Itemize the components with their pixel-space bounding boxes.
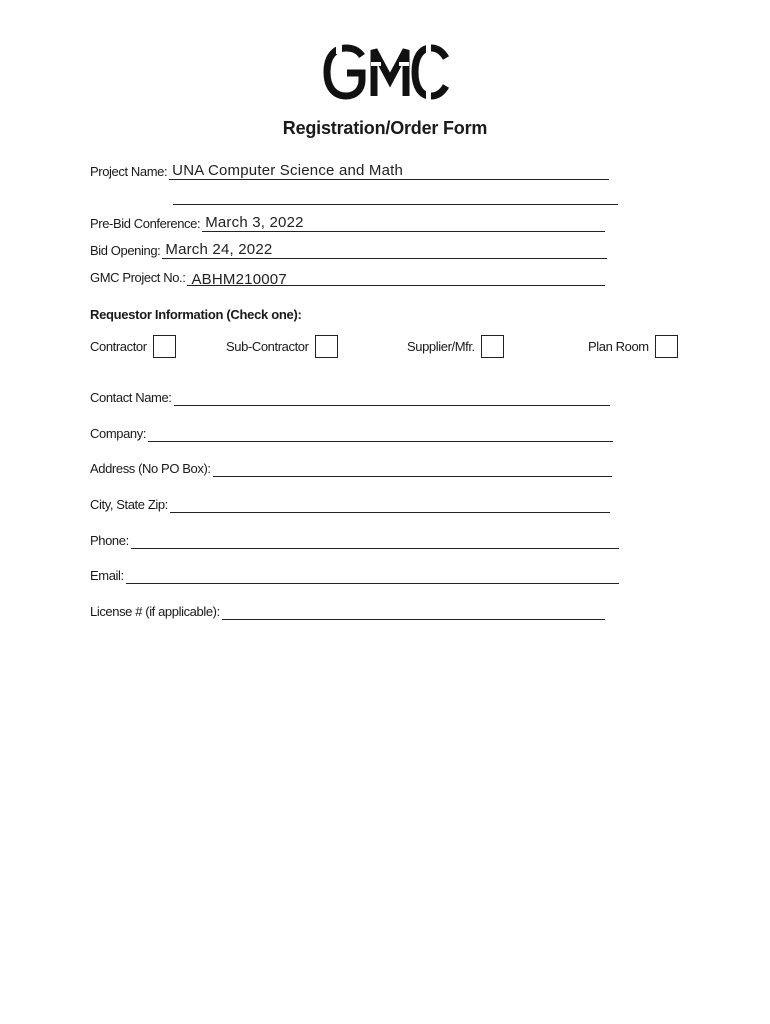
project-name-value: UNA Computer Science and Math bbox=[172, 162, 404, 179]
contractor-checkbox[interactable] bbox=[153, 335, 176, 358]
email-label: Email: bbox=[90, 568, 124, 583]
contact-name-label: Contact Name: bbox=[90, 390, 172, 405]
project-name-row bbox=[90, 163, 609, 180]
plan-room-checkbox[interactable] bbox=[655, 335, 678, 358]
phone-row bbox=[90, 532, 619, 549]
contact-name-row bbox=[90, 389, 610, 406]
license-field[interactable] bbox=[222, 603, 605, 620]
license-label: License # (if applicable): bbox=[90, 604, 220, 619]
email-row bbox=[90, 567, 619, 584]
bid-opening-field[interactable] bbox=[162, 242, 607, 259]
city-state-zip-label: City, State Zip: bbox=[90, 497, 168, 512]
bid-opening-row bbox=[90, 242, 607, 259]
sub-contractor-checkbox[interactable] bbox=[315, 335, 338, 358]
project-name-label: Project Name: bbox=[90, 164, 168, 179]
supplier-checkbox[interactable] bbox=[481, 335, 504, 358]
gmc-logo bbox=[322, 42, 450, 102]
project-name-second-line[interactable] bbox=[173, 204, 618, 205]
address-label: Address (No PO Box): bbox=[90, 461, 211, 476]
option-sub-contractor bbox=[226, 335, 338, 358]
phone-label: Phone: bbox=[90, 533, 129, 548]
company-label: Company: bbox=[90, 426, 147, 441]
gmc-project-value: ABHM210007 bbox=[191, 271, 287, 288]
form-title: Registration/Order Form bbox=[282, 118, 488, 138]
plan-room-label: Plan Room bbox=[588, 338, 649, 354]
city-row bbox=[90, 496, 610, 513]
gmc-project-field[interactable] bbox=[187, 269, 605, 286]
company-field[interactable] bbox=[148, 425, 613, 442]
gmc-project-label: GMC Project No.: bbox=[90, 270, 186, 285]
option-contractor bbox=[90, 335, 176, 358]
bid-opening-label: Bid Opening: bbox=[90, 243, 161, 258]
gmc-project-row bbox=[90, 269, 605, 286]
project-name-field[interactable] bbox=[169, 163, 609, 180]
option-plan-room bbox=[588, 335, 678, 358]
address-field[interactable] bbox=[213, 460, 612, 477]
email-field[interactable] bbox=[126, 567, 619, 584]
prebid-label: Pre-Bid Conference: bbox=[90, 216, 201, 231]
company-row bbox=[90, 425, 613, 442]
contact-name-field[interactable] bbox=[174, 389, 610, 406]
bid-opening-value: March 24, 2022 bbox=[165, 241, 273, 258]
supplier-label: Supplier/Mfr. bbox=[407, 338, 475, 354]
phone-field[interactable] bbox=[131, 532, 619, 549]
prebid-row bbox=[90, 215, 605, 232]
option-supplier bbox=[407, 335, 504, 358]
address-row bbox=[90, 460, 612, 477]
contractor-label: Contractor bbox=[90, 338, 147, 354]
sub-contractor-label: Sub-Contractor bbox=[226, 338, 309, 354]
city-state-zip-field[interactable] bbox=[170, 496, 610, 513]
license-row bbox=[90, 603, 605, 620]
prebid-value: March 3, 2022 bbox=[205, 214, 304, 231]
requestor-heading: Requestor Information (Check one): bbox=[90, 307, 302, 322]
prebid-field[interactable] bbox=[202, 215, 605, 232]
